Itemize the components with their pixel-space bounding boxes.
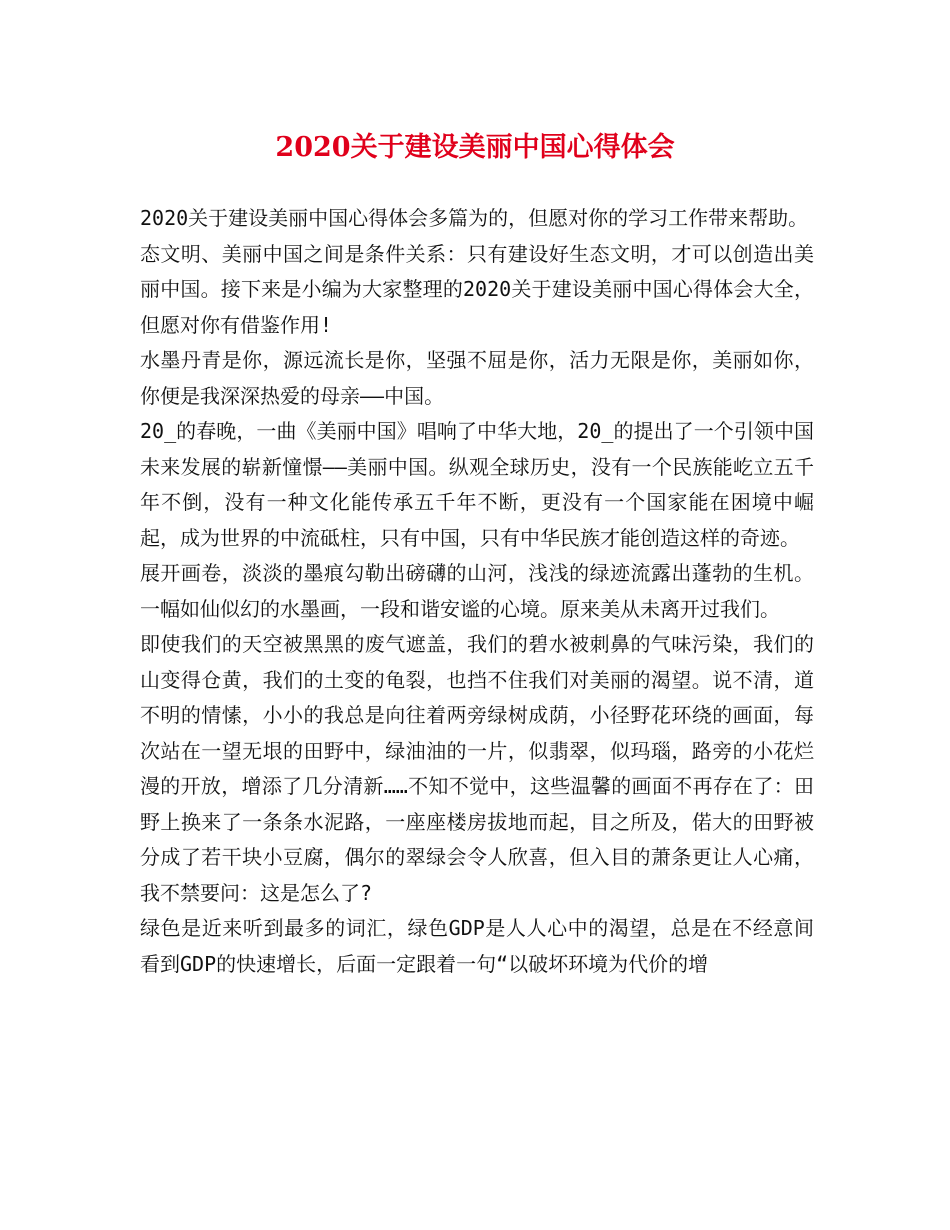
paragraph-intro: 2020关于建设美丽中国心得体会多篇为的，但愿对你的学习工作带来帮助。	[140, 206, 809, 230]
document-body	[140, 201, 814, 982]
paragraph-pollution: 即使我们的天空被黑黑的废气遮盖，我们的碧水被刺鼻的气味污染，我们的山变得仓黄，我们的土变的龟裂，也挡不住我们对美丽的渴望。说不清，道不明的情愫，小小的我总是向往着两旁绿树成荫，小径野花环绕的画面，每次站在一望无垠的田野中，绿油油的一片，似翡翠，似玛瑙，路旁的小花烂漫的开放，增添了几分清新……不知不觉中，这些温馨的画面不再存在了：田野上换来了一条条水泥路，一座座楼房拔地而起，目之所及，偌大的田野被分成了若干块小豆腐，偶尔的翠绿会令人欣喜，但入目的萧条更让人心痛，我不禁要问：这是怎么了?	[140, 632, 814, 905]
paragraph-ink-painting: 水墨丹青是你，源远流长是你，坚强不屈是你，活力无限是你，美丽如你，你便是我深深热爱的母亲——中国。	[140, 348, 814, 408]
paragraph-green-gdp: 绿色是近来听到最多的词汇，绿色GDP是人人心中的渴望，总是在不经意间看到GDP的快速增长，后面一定跟着一句“以破坏环境为代价的增	[140, 916, 814, 976]
paragraph-scroll: 展开画卷，淡淡的墨痕勾勒出磅礴的山河，浅浅的绿迹流露出蓬勃的生机。一幅如仙似幻的水墨画，一段和谐安谧的心境。原来美从未离开过我们。	[140, 561, 814, 621]
document-title: 2020关于建设美丽中国心得体会	[275, 132, 675, 163]
paragraph-ecology: 态文明、美丽中国之间是条件关系：只有建设好生态文明，才可以创造出美丽中国。接下来是小编为大家整理的2020关于建设美丽中国心得体会大全，但愿对你有借鉴作用!	[140, 241, 814, 337]
paragraph-spring-gala: 20_的春晚，一曲《美丽中国》唱响了中华大地，20_的提出了一个引领中国未来发展的崭新憧憬——美丽中国。纵观全球历史，没有一个民族能屹立五千年不倒，没有一种文化能传承五千年不断，更没有一个国家能在困境中崛起，成为世界的中流砥柱，只有中国，只有中华民族才能创造这样的奇迹。	[140, 419, 814, 550]
